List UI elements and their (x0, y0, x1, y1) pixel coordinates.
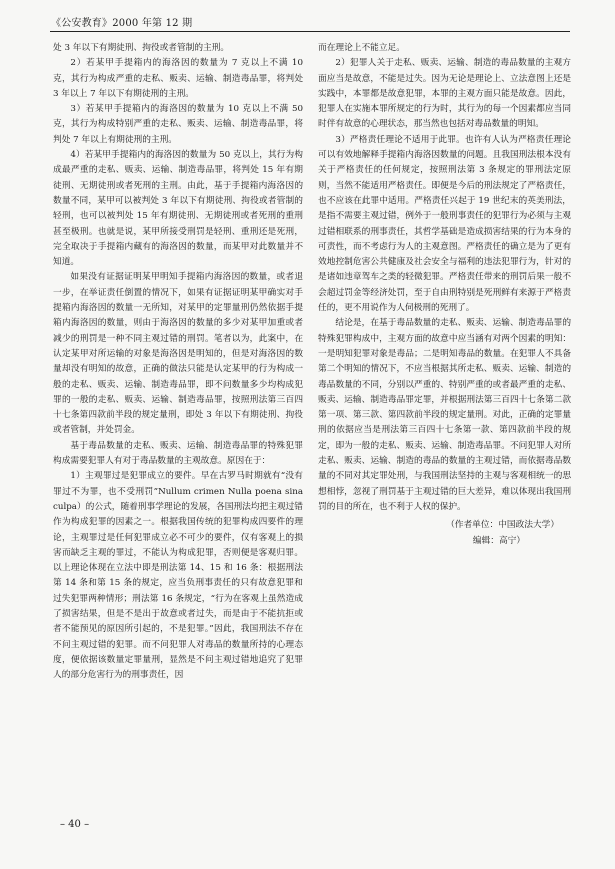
paragraph: 2）若某甲手提箱内的海洛因的数量为 7 克以上不满 10 克，其行为构成严重的走私、贩卖、运输、制造毒品罪，将判处 3 年以上 7 年以下有期徒刑的主刑。 (53, 58, 303, 99)
header-rule (50, 31, 570, 32)
left-column (53, 41, 303, 683)
paragraph: 而在理论上不能立足。 (318, 43, 405, 53)
paragraph: 结论是，在基于毒品数量的走私、贩卖、运输、制造毒品罪的特殊犯罪构成中，主观方面的故意中应当涵有对两个因素的明知：一是明知犯罪对象是毒品；二是明知毒品的数量。在犯罪人不具备第二个明知的情况下，不应当根据其所走私、贩卖、运输、制造的毒品数量的不同，分别以严重的、特别严重的或者最严重的走私、贩卖、运输、制造毒品罪定罪，并根据刑法第三百四十七条第二款第一项、第三款、第四款前半段的规定量刑。对此，正确的定罪量刑的依据应当是刑法第三百四十七条第一款、第四款前半段的规定，即为一般的走私、贩卖、运输、制造毒品罪。不问犯罪人对所走私、贩卖、运输、制造的毒品的数量的主观过错，而依据毒品数量的不同对其定罪处刑，与我国刑法坚持的主观与客观相统一的思想相悖，忽视了刑罚基于主观过错的巨大差异，难以体现出我国刑罚的目的所在，也不利于人权的保护。 (318, 318, 571, 512)
paragraph: 如果没有证据证明某甲明知手提箱内海洛因的数量，或者退一步，在举证责任倒置的情况下，如果有证据证明某甲确实对手提箱内海洛因的数量一无所知，对某甲的定罪量刑仍然依据手提箱内海洛因的数量，则由于海洛因的数量的多少对某甲加重或者减少的刑罚是一种不同主观过错的刑罚。笔者以为，此案中，在认定某甲对所运输的对象是海洛因是明知的，但是对海洛因的数量却没有明知的故意，正确的做法只能是认定某甲的行为构成一般的走私、贩卖、运输、制造毒品罪，即不问数量多少均构成犯罪的一般的走私、贩卖、运输、制造毒品罪，按照刑法第三百四十七条第四款前半段的规定量刑，即处 3 年以下有期徒刑、拘役或者管制，并处罚金。 (53, 272, 303, 436)
paragraph: 3）严格责任理论不适用于此罪。也许有人认为严格责任理论可以有效地解释手提箱内海洛因数量的问题。且我国刑法根本没有关于严格责任的任何规定，按照刑法第 3 条规定的罪刑法定原则，当然不能适用严格责任。即便是今后的刑法规定了严格责任，也不应该在此罪中适用。严格责任兴起于 19 世纪末的英美刑法，是指不需要主观过错，例外于一般刑事责任的犯罪行为必须与主观过错相联系的刑事责任，其哲学基础是造成损害结果的行为本身的可责性，而不考虑行为人的主观意图。严格责任的确立是为了更有效地控制危害公共健康及社会安全与福利的违法犯罪行为，针对的是诸如违章驾车之类的轻微犯罪。严格责任带来的刑罚后果一般不会超过罚金等经济处罚，至于自由刑特别是死刑鲜有来源于严格责任的，更不用说作为人伺极刑的死刑了。 (318, 134, 571, 314)
journal-header: 《公安教育》2000 年第 12 期 (51, 18, 193, 29)
paragraph: 2）犯罪人关于走私、贩卖、运输、制造的毒品数量的主观方面应当是故意，不能是过失。因为无论是理论上、立法意图上还是实践中，本罪都是故意犯罪，本罪的主观方面只能是故意。因此，犯罪人在实施本罪所规定的行为时，其行为的每一个因素都应当同时伴有故意的心理状态，那当然也包括对毒品数量的明知。 (318, 58, 571, 130)
editor-credit: 编辑：高宁） (472, 535, 525, 546)
paragraph: 基于毒品数量的走私、贩卖、运输、制造毒品罪的特殊犯罪构成需要犯罪人有对于毒品数量的主观故意。原因在于： (53, 440, 303, 467)
page-number: – 40 – (60, 819, 90, 830)
paragraph: 4）若某甲手提箱内的海洛因的数量为 50 克以上，其行为构成最严重的走私、贩卖、运输、制造毒品罪，将判处 15 年有期徒刑、无期徒刑或者死刑的主刑。由此，基于手提箱内海洛因的数量不同，某甲可以被判处 3 年以下有期徒刑、拘役或者管制的轻刑，也可以被判处 15 年有期徒刑、无期徒刑或者死刑的重刑甚至极刑。也就是说，某甲所接受刑罚是轻刑、重刑还是死刑，完全取决于手提箱内藏有的海洛因的数量，而某甲对此数量并不知道。 (53, 150, 303, 268)
paragraph: 3）若某甲手提箱内的海洛因的数量为 10 克以上不满 50 克，其行为构成特别严重的走私、贩卖、运输、制造毒品罪，将判处 7 年以上有期徒刑的主刑。 (53, 104, 303, 145)
author-affiliation: （作者单位：中国政法大学） (446, 520, 559, 531)
paragraph: 处 3 年以下有期徒刑、拘役或者管制的主刑。 (53, 43, 230, 53)
right-column (318, 41, 571, 549)
paragraph: 1）主观罪过是犯罪成立的要件。早在古罗马时期就有“没有罪过不为罪，也不受刑罚”Nullum crimen Nulla poena sina culpa）的公式，随着刑事学理论的发展，各国刑法均把主观过错作为构成犯罪的因素之一。根据我国传统的犯罪构成四要件的理论，主观罪过是任何犯罪成立必不可少的要件，仅有客观上的损害而缺乏主观的罪过，不能认为构成犯罪，否则便是客观归罪。以上理论体现在立法中即是刑法第 14、15 和 16 条：根据刑法第 14 条和第 15 条的规定，应当负刑事责任的只有故意犯罪和过失犯罪两种情形；刑法第 16 条规定，“行为在客观上虽然造成了损害结果，但是不是出于故意或者过失，而是由于不能抗拒或者不能预见的原因所引起的，不是犯罪。”因此，我国刑法不存在不问主观过错的犯罪。而不问犯罪人对毒品的数量所持的心理态度，便依据该数量定罪量刑，显然是不问主观过错地追究了犯罪人的部分危害行为的刑事责任，因 (53, 471, 303, 681)
